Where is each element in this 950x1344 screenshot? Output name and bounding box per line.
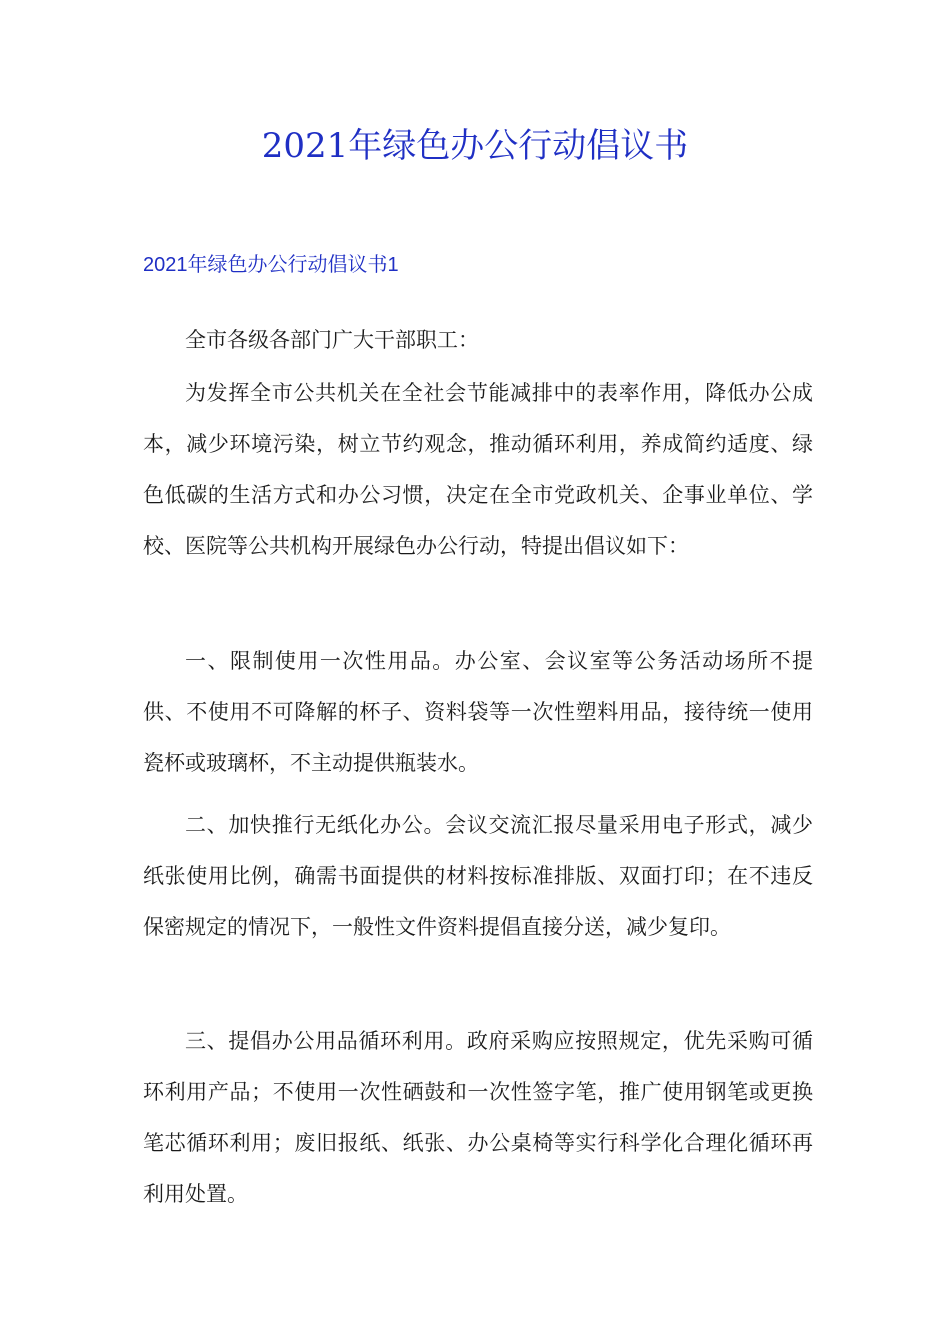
item-two-paragraph: 二、加快推行无纸化办公。会议交流汇报尽量采用电子形式，减少纸张使用比例，确需书面提供的材料按标准排版、双面打印；在不违反保密规定的情况下，一般性文件资料提倡直接分送，减少复印。 xyxy=(143,813,813,939)
document-title: 2021年绿色办公行动倡议书 xyxy=(261,126,689,166)
section-heading: 2021年绿色办公行动倡议书1 xyxy=(143,254,399,276)
greeting-paragraph: 全市各级各部门广大干部职工： xyxy=(185,328,479,352)
item-one-paragraph: 一、限制使用一次性用品。办公室、会议室等公务活动场所不提供、不使用不可降解的杯子、资料袋等一次性塑料用品，接待统一使用瓷杯或玻璃杯，不主动提供瓶装水。 xyxy=(143,649,813,775)
intro-paragraph: 为发挥全市公共机关在全社会节能减排中的表率作用，降低办公成本，减少环境污染，树立节约观念，推动循环利用，养成简约适度、绿色低碳的生活方式和办公习惯，决定在全市党政机关、企事业单位、学校、医院等公共机构开展绿色办公行动，特提出倡议如下： xyxy=(143,381,813,558)
item-three-paragraph: 三、提倡办公用品循环利用。政府采购应按照规定，优先采购可循环利用产品；不使用一次性硒鼓和一次性签字笔，推广使用钢笔或更换笔芯循环利用；废旧报纸、纸张、办公桌椅等实行科学化合理化循环再利用处置。 xyxy=(143,1029,813,1206)
